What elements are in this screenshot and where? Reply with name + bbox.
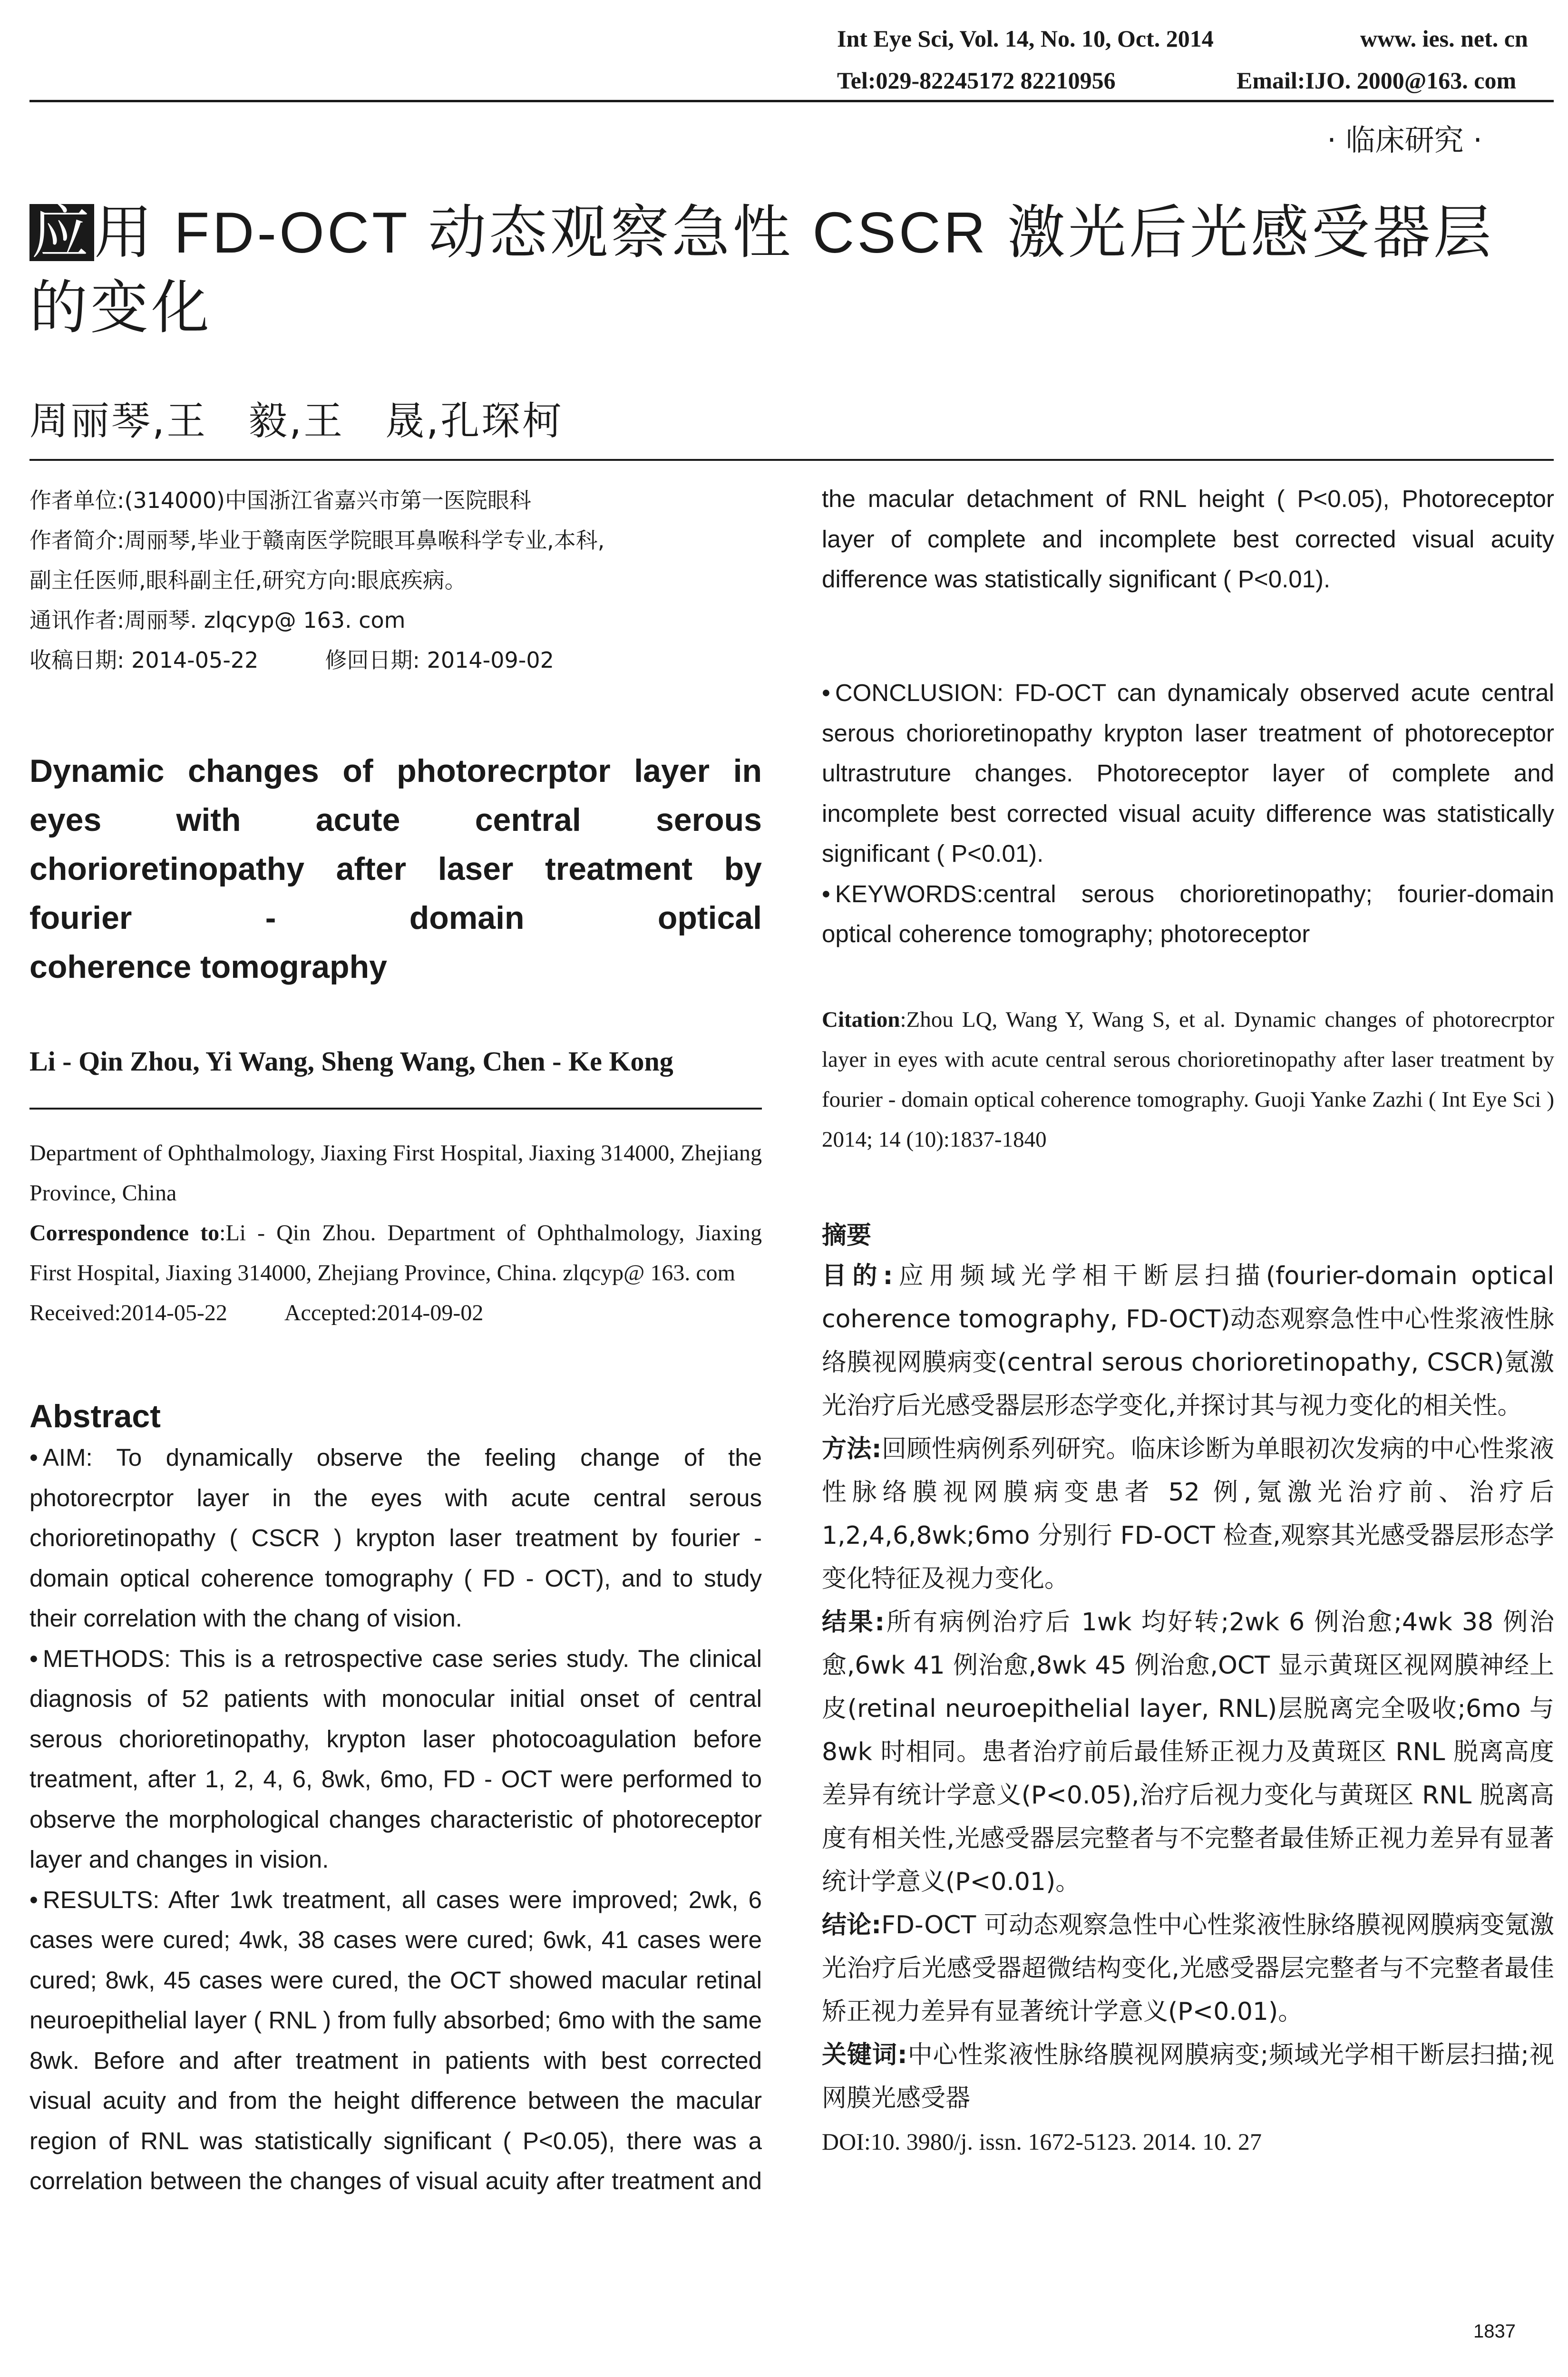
cn-abstract-methods <box>822 1428 1554 1601</box>
cn-conclusion-label: 结论: <box>822 1910 882 1939</box>
english-title-line: Dynamic changes of photorecrptor layer in <box>29 753 762 789</box>
cn-abstract-aim <box>822 1255 1554 1428</box>
cn-conclusion-text: FD-OCT 可动态观察急性中心性浆液性脉络膜视网膜病变氪激光治疗后光感受器超微结构变化,光感受器层完整者与不完整者最佳矫正视力差异有显著统计学意义(P<0.01)。 <box>822 1910 1554 2026</box>
doi[interactable]: DOI:10. 3980/j. issn. 1672-5123. 2014. 10. 27 <box>822 2128 1262 2155</box>
cn-abstract-keywords <box>822 2034 1554 2120</box>
cn-abstract-heading: 摘要 <box>822 1221 872 1250</box>
abstract-keywords: • KEYWORDS:central serous chorioretinopathy; fourier-domain optical coherence tomography; photoreceptor <box>822 880 1554 947</box>
english-title <box>29 747 762 992</box>
cn-keywords-label: 关键词: <box>822 2040 907 2069</box>
english-authors: Li - Qin Zhou, Yi Wang, Sheng Wang, Chen - Ke Kong <box>29 1046 673 1077</box>
correspondence-text: :Li - Qin Zhou. Department of Ophthalmology, Jiaxing First Hospital, Jiaxing 314000, Zhejiang Province, China. zlqcyp@ 163. com <box>29 1220 762 1286</box>
page-number: 1837 <box>1473 2321 1516 2342</box>
correspondence-label: Correspondence to <box>29 1220 220 1246</box>
author-unit: 作者单位:(314000)中国浙江省嘉兴市第一医院眼科 <box>29 487 531 513</box>
received-date-cn: 收稿日期: 2014-05-22 <box>29 647 259 673</box>
cn-methods-text: 回顾性病例系列研究。临床诊断为单眼初次发病的中心性浆液性脉络膜视网膜病变患者 52 例,氪激光治疗前、治疗后 1,2,4,6,8wk;6mo 分别行 FD-OCT 检查,观察其光感受器层形态学变化特征及视力变化。 <box>822 1434 1554 1593</box>
journal-website[interactable]: www. ies. net. cn <box>1360 25 1528 52</box>
abstract-results-text: RESULTS: After 1wk treatment, all cases were improved; 2wk, 6 cases were cured; 4wk, 38 cases were cured; 6wk, 41 cases were cured; 8wk, 45 cases were cured, the OCT showed macular retinal neuroepithelial layer ( RNL ) from fully absorbed; 6mo with the same 8wk. Before and after treatment in patients with best corrected visual acuity and from the height difference between the macular region of RNL was statistically significant ( P<0.05), there was a correlation between the changes of visual acuity after treatment and <box>29 1886 762 2194</box>
cn-keywords-text: 中心性浆液性脉络膜视网膜病变;频域光学相干断层扫描;视网膜光感受器 <box>822 2040 1555 2113</box>
abstract-results-text: the macular detachment of RNL height ( P<0.05), Photoreceptor layer of complete and incomplete best corrected visual acuity difference was statistically significant ( P<0.01). <box>822 485 1554 593</box>
corresponding-author: 通讯作者:周丽琴. zlqcyp@ 163. com <box>29 607 406 633</box>
abstract-methods: • METHODS: This is a retrospective case series study. The clinical diagnosis of 52 patients with monocular initial onset of central serous chorioretinopathy, krypton laser photocoagulation before treatment, after 1, 2, 4, 6, 8wk, 6mo, FD - OCT were performed to observe the morphological changes characteristic of photoreceptor layer and changes in vision. <box>29 1645 762 1873</box>
accepted-date-en: Accepted:2014-09-02 <box>284 1300 484 1325</box>
journal-email[interactable]: Email:IJO. 2000@163. com <box>1237 67 1517 94</box>
english-title-line: eyes with acute central serous <box>29 802 762 838</box>
cn-results-text: 所有病例治疗后 1wk 均好转;2wk 6 例治愈;4wk 38 例治愈,6wk 41 例治愈,8wk 45 例治愈,OCT 显示黄斑区视网膜神经上皮(retinal neuroepithelial layer, RNL)层脱离完全吸收;6mo 与 8wk 时相同。患者治疗前后最佳矫正视力及黄斑区 RNL 脱离高度差异有统计学意义(P<0.05),治疗后视力变化与黄斑区 RNL 脱离高度有相关性,光感受器层完整者与不完整者最佳矫正视力差异有显著统计学意义(P<0.01)。 <box>822 1607 1554 1896</box>
cn-abstract-results <box>822 1601 1554 1904</box>
cn-methods-label: 方法: <box>822 1434 882 1463</box>
journal-telephone: Tel:029-82245172 82210956 <box>837 67 1116 94</box>
abstract-aim: • AIM: To dynamically observe the feeling change of the photorecrptor layer in the eyes with acute central serous chorioretinopathy ( CSCR ) krypton laser treatment by fourier - domain optical coherence tomography ( FD - OCT), and to study their correlation with the chang of vision. <box>29 1444 762 1632</box>
abstract-results-continuation <box>822 480 1554 600</box>
right-column <box>822 480 1554 2163</box>
title-drop-char: 应 <box>29 204 94 261</box>
department: Department of Ophthalmology, Jiaxing First Hospital, Jiaxing 314000, Zhejiang Province, China <box>29 1140 762 1206</box>
abstract-results-continued <box>822 480 1554 673</box>
english-title-line: coherence tomography <box>29 949 387 985</box>
citation-text: :Zhou LQ, Wang Y, Wang S, et al. Dynamic changes of photorecrptor layer in eyes with acute central serous chorioretinopathy after laser treatment by fourier - domain optical coherence tomography. Guoji Yanke Zazhi ( Int Eye Sci ) 2014; 14 (10):1837-1840 <box>822 1007 1554 1152</box>
abstract-aim-text: AIM: To dynamically observe the feeling change of the photorecrptor layer in the eyes with acute central serous chorioretinopathy ( CSCR ) krypton laser treatment by fourier - domain optical coherence tomography ( FD - OCT), and to study their correlation with the chang of vision. <box>29 1444 762 1632</box>
journal-citation-header: Int Eye Sci, Vol. 14, No. 10, Oct. 2014 <box>837 25 1214 52</box>
author-bio-line1: 作者简介:周丽琴,毕业于赣南医学院眼耳鼻喉科学专业,本科, <box>29 527 605 553</box>
authors-cn: 周丽琴,王 毅,王 晟,孔琛柯 <box>29 399 564 444</box>
article-title <box>29 195 1551 345</box>
abstract-keywords-text: KEYWORDS:central serous chorioretinopathy; fourier-domain optical coherence tomography; photoreceptor <box>822 880 1554 947</box>
cn-aim-text: 应用频域光学相干断层扫描(fourier-domain optical coherence tomography, FD-OCT)动态观察急性中心性浆液性脉络膜视网膜病变(central serous chorioretinopathy, CSCR)氪激光治疗后光感受器层形态学变化,并探讨其与视力变化的相关性。 <box>822 1261 1554 1420</box>
abstract-conclusion-text: CONCLUSION: FD-OCT can dynamicaly observed acute central serous chorioretinopathy krypton laser treatment of photoreceptor ultrastruture changes. Photoreceptor layer of complete and incomplete best corrected visual acuity difference was statistically significant ( P<0.01). <box>822 679 1554 867</box>
received-date-en: Received:2014-05-22 <box>29 1300 227 1325</box>
citation <box>822 1000 1554 1159</box>
received-accepted <box>29 1293 762 1333</box>
cn-aim-label: 目的: <box>822 1261 893 1290</box>
abstract-heading: Abstract <box>29 1398 161 1434</box>
title-rule <box>29 459 1554 461</box>
authors-rule <box>29 1108 762 1110</box>
author-bio-line2: 副主任医师,眼科副主任,研究方向:眼底疾病。 <box>29 567 467 593</box>
abstract-methods-text: METHODS: This is a retrospective case series study. The clinical diagnosis of 52 patients with monocular initial onset of central serous chorioretinopathy, krypton laser photocoagulation before treatment, after 1, 2, 4, 6, 8wk, 6mo, FD - OCT were performed to observe the morphological changes characteristic of photoreceptor layer and changes in vision. <box>29 1645 762 1873</box>
cn-abstract-conclusion <box>822 1904 1554 2034</box>
revised-date-cn: 修回日期: 2014-09-02 <box>325 647 554 673</box>
citation-label: Citation <box>822 1007 900 1032</box>
header-rule <box>29 100 1554 102</box>
dates-cn <box>29 640 762 680</box>
left-column <box>29 480 762 2203</box>
english-title-line: fourier - domain optical <box>29 900 762 936</box>
abstract-conclusion: • CONCLUSION: FD-OCT can dynamicaly observed acute central serous chorioretinopathy krypton laser treatment of photoreceptor ultrastruture changes. Photoreceptor layer of complete and incomplete best corrected visual acuity difference was statistically significant ( P<0.01). <box>822 679 1554 867</box>
title-text: 用 FD-OCT 动态观察急性 CSCR 激光后光感受器层的变化 <box>29 200 1494 340</box>
abstract-results: • RESULTS: After 1wk treatment, all cases were improved; 2wk, 6 cases were cured; 4wk, 38 cases were cured; 6wk, 41 cases were cured; 8wk, 45 cases were cured, the OCT showed macular retinal neuroepithelial layer ( RNL ) from fully absorbed; 6mo with the same 8wk. Before and after treatment in patients with best corrected visual acuity and from the height difference between the macular region of RNL was statistically significant ( P<0.05), there was a correlation between the changes of visual acuity after treatment and <box>29 1880 762 2203</box>
cn-results-label: 结果: <box>822 1607 885 1637</box>
correspondence <box>29 1213 762 1293</box>
section-tag: · 临床研究 · <box>1327 123 1482 157</box>
english-title-line: chorioretinopathy after laser treatment by <box>29 851 762 887</box>
